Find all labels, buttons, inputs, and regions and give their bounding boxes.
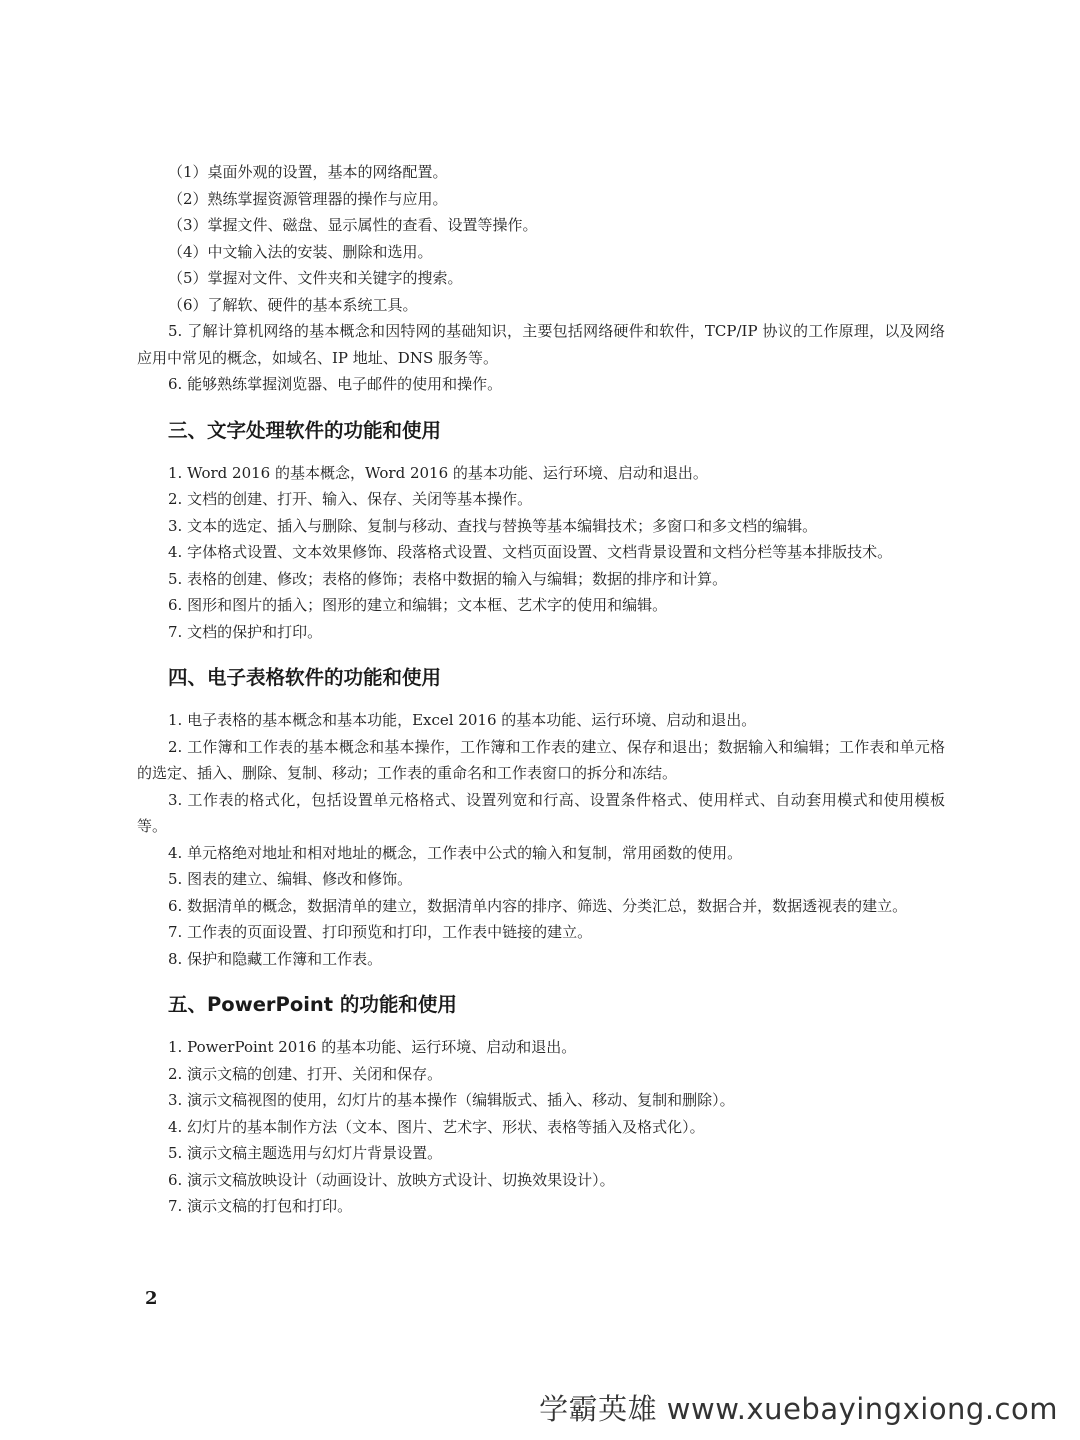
list-item: 6. 能够熟练掌握浏览器、电子邮件的使用和操作。 — [168, 375, 503, 393]
list-item: （6）了解软、硬件的基本系统工具。 — [168, 295, 418, 314]
list-item: 5. 图表的建立、编辑、修改和修饰。 — [168, 870, 413, 888]
list-item: 5. 了解计算机网络的基本概念和因特网的基础知识，主要包括网络硬件和软件，TCP/IP 协议的工作原理，以及网络应用中常见的概念，如域名、IP 地址、DNS 服务等。 — [137, 322, 945, 367]
list-item: 3. 演示文稿视图的使用，幻灯片的基本操作（编辑版式、插入、移动、复制和删除）。 — [168, 1091, 735, 1109]
section-heading-word: 三、文字处理软件的功能和使用 — [168, 418, 442, 442]
section-heading-excel: 四、电子表格软件的功能和使用 — [168, 666, 442, 689]
list-item: 6. 图形和图片的插入；图形的建立和编辑；文本框、艺术字的使用和编辑。 — [168, 596, 668, 614]
watermark: 学霸英雄 www.xuebayingxiong.com — [539, 1392, 1058, 1426]
list-item: 5. 表格的创建、修改；表格的修饰；表格中数据的输入与编辑；数据的排序和计算。 — [168, 569, 728, 588]
list-item: 1. 电子表格的基本概念和基本功能，Excel 2016 的基本功能、运行环境、启动和退出。 — [168, 711, 757, 729]
list-item: （4）中文输入法的安装、删除和选用。 — [168, 242, 433, 261]
list-item: 8. 保护和隐藏工作簿和工作表。 — [168, 949, 383, 968]
list-item: 4. 单元格绝对地址和相对地址的概念，工作表中公式的输入和复制，常用函数的使用。 — [168, 843, 743, 862]
list-item: （1）桌面外观的设置，基本的网络配置。 — [168, 163, 448, 181]
list-item: （5）掌握对文件、文件夹和关键字的搜索。 — [168, 269, 463, 287]
page-number: 2 — [145, 1288, 158, 1309]
list-item: 4. 幻灯片的基本制作方法（文本、图片、艺术字、形状、表格等插入及格式化）。 — [168, 1117, 705, 1136]
section-heading-powerpoint: 五、PowerPoint 的功能和使用 — [168, 993, 457, 1016]
list-item: 6. 数据清单的概念，数据清单的建立，数据清单内容的排序、筛选、分类汇总，数据合并，数据透视表的建立。 — [168, 896, 908, 915]
list-item: 5. 演示文稿主题选用与幻灯片背景设置。 — [168, 1144, 443, 1162]
list-item: （3）掌握文件、磁盘、显示属性的查看、设置等操作。 — [168, 216, 538, 234]
list-item: 2. 演示文稿的创建、打开、关闭和保存。 — [168, 1064, 443, 1083]
list-item: （2）熟练掌握资源管理器的操作与应用。 — [168, 189, 448, 208]
list-item: 2. 文档的创建、打开、输入、保存、关闭等基本操作。 — [168, 490, 533, 508]
list-item: 7. 工作表的页面设置、打印预览和打印，工作表中链接的建立。 — [168, 923, 593, 941]
list-item: 1. Word 2016 的基本概念，Word 2016 的基本功能、运行环境、启动和退出。 — [168, 463, 708, 482]
list-item: 7. 文档的保护和打印。 — [168, 622, 323, 641]
list-item: 4. 字体格式设置、文本效果修饰、段落格式设置、文档页面设置、文档背景设置和文档分栏等基本排版技术。 — [168, 543, 893, 561]
page-content — [137, 159, 945, 1220]
list-item: 2. 工作簿和工作表的基本概念和基本操作，工作簿和工作表的建立、保存和退出；数据输入和编辑；工作表和单元格的选定、插入、删除、复制、移动；工作表的重命名和工作表窗口的拆分和冻结。 — [137, 737, 945, 782]
list-item: 1. PowerPoint 2016 的基本功能、运行环境、启动和退出。 — [168, 1038, 577, 1056]
list-item: 3. 文本的选定、插入与删除、复制与移动、查找与替换等基本编辑技术；多窗口和多文档的编辑。 — [168, 516, 818, 535]
list-item: 7. 演示文稿的打包和打印。 — [168, 1197, 353, 1215]
list-item: 3. 工作表的格式化，包括设置单元格格式、设置列宽和行高、设置条件格式、使用样式、自动套用模式和使用模板等。 — [137, 790, 945, 835]
list-item: 6. 演示文稿放映设计（动画设计、放映方式设计、切换效果设计）。 — [168, 1170, 615, 1189]
